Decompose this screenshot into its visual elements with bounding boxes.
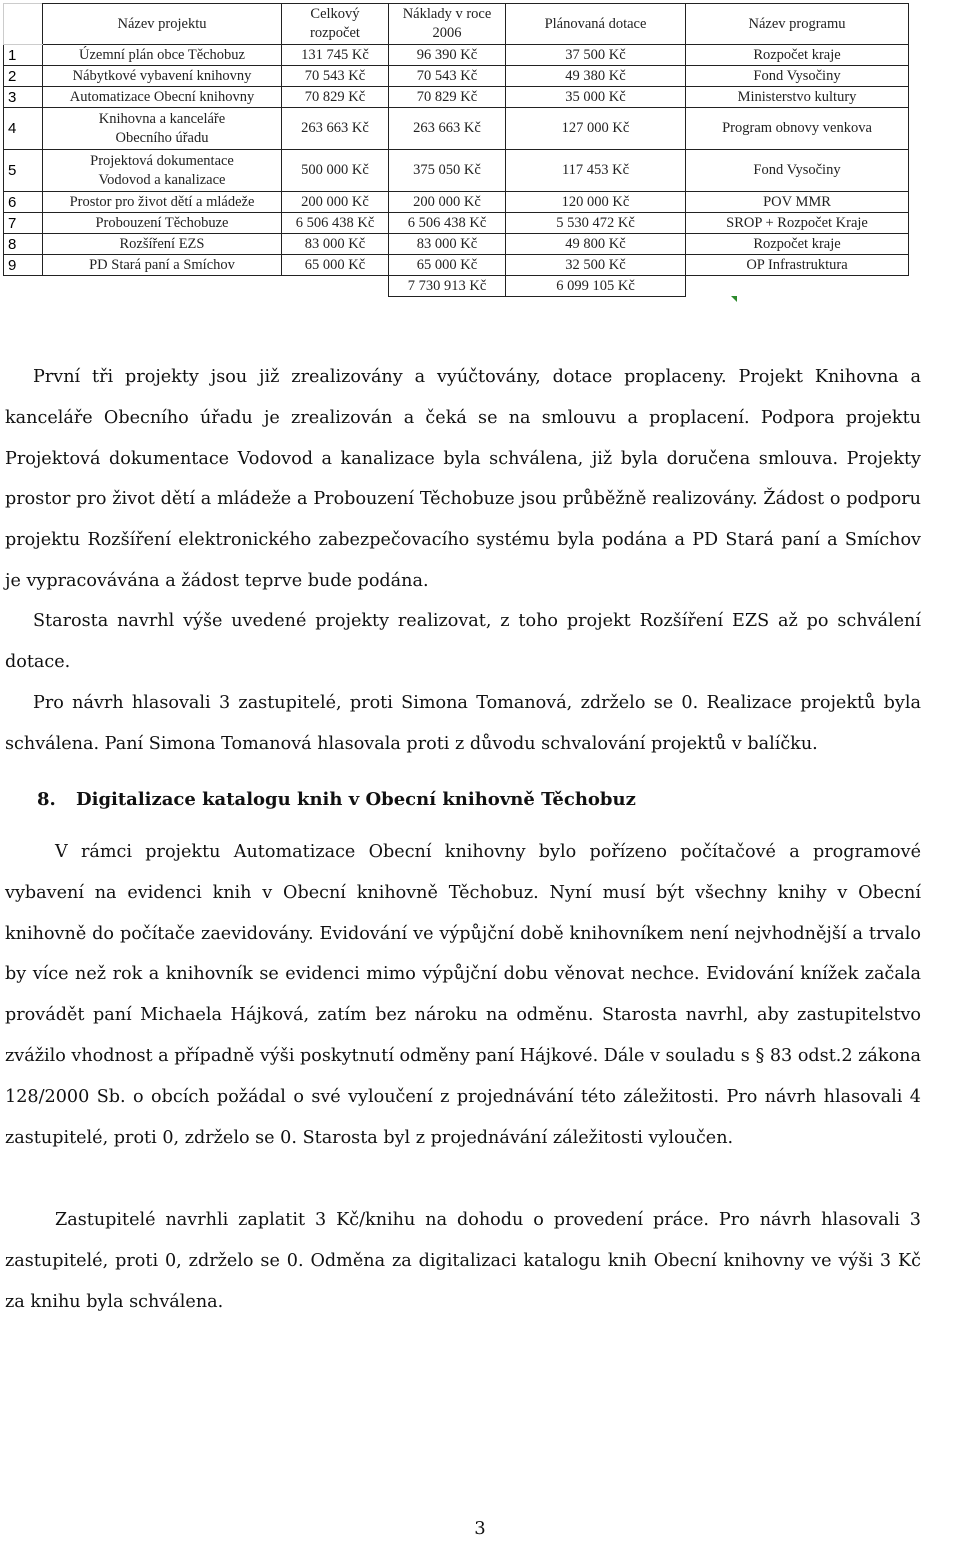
planned-grant: 49 380 Kč: [506, 66, 686, 87]
total-budget: 6 506 438 Kč: [282, 213, 389, 234]
row-number: 5: [4, 150, 43, 192]
total-budget: 131 745 Kč: [282, 45, 389, 66]
table-row: [4, 213, 909, 234]
total-planned-grant: 6 099 105 Kč: [506, 276, 686, 297]
project-name: Probouzení Těchobuze: [43, 213, 282, 234]
paragraph-payment: Zastupitelé navrhli zaplatit 3 Kč/knihu na dohodu o provedení práce. Pro návrh hlasovali 3 zastupitelé, proti 0, zdrželo se 0. Odměna za digitalizaci katalogu knih Obecní knihovny ve výši 3 Kč za knihu byla schválena.: [5, 1210, 921, 1312]
table-row: [4, 150, 909, 192]
program-name: Program obnovy venkova: [686, 108, 909, 150]
total-budget: 70 829 Kč: [282, 87, 389, 108]
total-budget: 263 663 Kč: [282, 108, 389, 150]
row-number: 9: [4, 255, 43, 276]
project-name: Prostor pro život dětí a mládeže: [43, 192, 282, 213]
projects-table: [3, 3, 909, 297]
planned-grant: 120 000 Kč: [506, 192, 686, 213]
cost-2006: 200 000 Kč: [389, 192, 506, 213]
totals-blank-cell: [686, 276, 909, 297]
total-budget: 200 000 Kč: [282, 192, 389, 213]
paragraph-digitalization: V rámci projektu Automatizace Obecní knihovny bylo pořízeno počítačové a programové vybavení na evidenci knih v Obecní knihovně Těchobuz. Nyní musí být všechny knihy v Obecní knihovně do počítače zaevidovány. Evidování ve výpůjční době knihovníkem není nejvhodnější a trvalo by více než rok a knihovník se evidenci mimo výpůjční dobu věnovat nechce. Evidování knížek začala provádět paní Michaela Hájková, zatím bez nároku na odměnu. Starosta navrhl, aby zastupitelstvo zvážilo vhodnost a případně výši poskytnutí odměny paní Hájkové. Dále v souladu s § 83 odst.2 zákona 128/2000 Sb. o obcích požádal o své vyloučení z projednávání této záležitosti. Pro návrh hlasovali 4 zastupitelé, proti 0, zdrželo se 0. Starosta byl z projednávání záležitosti vyloučen.: [5, 842, 921, 1148]
row-number: 8: [4, 234, 43, 255]
project-name: Územní plán obce Těchobuz: [43, 45, 282, 66]
cost-2006: 375 050 Kč: [389, 150, 506, 192]
cost-2006: 6 506 438 Kč: [389, 213, 506, 234]
cost-2006: 83 000 Kč: [389, 234, 506, 255]
program-name: Ministerstvo kultury: [686, 87, 909, 108]
planned-grant: 5 530 472 Kč: [506, 213, 686, 234]
cost-2006: 96 390 Kč: [389, 45, 506, 66]
project-name: Knihovna a kanceláře Obecního úřadu: [43, 108, 282, 150]
header-program-name: Název programu: [686, 4, 909, 45]
planned-grant: 117 453 Kč: [506, 150, 686, 192]
planned-grant: 37 500 Kč: [506, 45, 686, 66]
planned-grant: 49 800 Kč: [506, 234, 686, 255]
table-row: [4, 255, 909, 276]
row-number: 4: [4, 108, 43, 150]
page-number: 3: [474, 1518, 486, 1539]
total-cost-2006: 7 730 913 Kč: [389, 276, 506, 297]
section-heading: [37, 789, 636, 810]
cost-2006: 263 663 Kč: [389, 108, 506, 150]
program-name: OP Infrastruktura: [686, 255, 909, 276]
section-number: 8.: [37, 789, 56, 810]
planned-grant: 127 000 Kč: [506, 108, 686, 150]
table-row: [4, 108, 909, 150]
paragraph-vote: Pro návrh hlasovali 3 zastupitelé, proti Simona Tomanová, zdrželo se 0. Realizace projektů byla schválena. Paní Simona Tomanová hlasovala proti z důvodu schvalování projektů v balíčku.: [5, 693, 921, 754]
total-budget: 70 543 Kč: [282, 66, 389, 87]
header-project-name: Název projektu: [43, 4, 282, 45]
program-name: SROP + Rozpočet Kraje: [686, 213, 909, 234]
project-name: PD Stará paní a Smíchov: [43, 255, 282, 276]
totals-blank-cell: [43, 276, 282, 297]
cost-2006: 65 000 Kč: [389, 255, 506, 276]
program-name: Fond Vysočiny: [686, 150, 909, 192]
table-row: [4, 66, 909, 87]
program-name: Rozpočet kraje: [686, 234, 909, 255]
row-number: 3: [4, 87, 43, 108]
program-name: Fond Vysočiny: [686, 66, 909, 87]
cost-2006: 70 543 Kč: [389, 66, 506, 87]
row-number: 2: [4, 66, 43, 87]
cost-2006: 70 829 Kč: [389, 87, 506, 108]
program-name: POV MMR: [686, 192, 909, 213]
table-row: [4, 87, 909, 108]
totals-blank-cell: [282, 276, 389, 297]
header-cost-2006: Náklady v roce 2006: [389, 4, 506, 45]
paragraph-proposal: Starosta navrhl výše uvedené projekty realizovat, z toho projekt Rozšíření EZS až po schválení dotace.: [5, 611, 921, 672]
table-header-row: [4, 4, 909, 45]
paragraph-project-status: První tři projekty jsou již zrealizovány a vyúčtovány, dotace proplaceny. Projekt Knihovna a kanceláře Obecního úřadu je zrealizován a čeká se na smlouvu a proplacení. Podpora projektu Projektová dokumentace Vodovod a kanalizace byla schválena, již byla doručena smlouva. Projekty prostor pro život dětí a mládeže a Probouzení Těchobuze jsou průběžně realizovány. Žádost o podporu projektu Rozšíření elektronického zabezpečovacího systému byla podána a PD Stará paní a Smíchov je vypracovávána a žádost teprve bude podána.: [5, 367, 921, 591]
row-number: 1: [4, 45, 43, 66]
totals-blank-cell: [4, 276, 43, 297]
project-name: Projektová dokumentace Vodovod a kanalizace: [43, 150, 282, 192]
project-name: Nábytkové vybavení knihovny: [43, 66, 282, 87]
total-budget: 500 000 Kč: [282, 150, 389, 192]
section-title: Digitalizace katalogu knih v Obecní knihovně Těchobuz: [76, 789, 636, 810]
total-budget: 65 000 Kč: [282, 255, 389, 276]
total-budget: 83 000 Kč: [282, 234, 389, 255]
project-name: Rozšíření EZS: [43, 234, 282, 255]
planned-grant: 35 000 Kč: [506, 87, 686, 108]
row-number: 7: [4, 213, 43, 234]
table-row: [4, 45, 909, 66]
table-row: [4, 192, 909, 213]
project-name: Automatizace Obecní knihovny: [43, 87, 282, 108]
table-row: [4, 234, 909, 255]
planned-grant: 32 500 Kč: [506, 255, 686, 276]
row-number: 6: [4, 192, 43, 213]
cell-marker-icon: [731, 296, 737, 302]
header-planned-grant: Plánovaná dotace: [506, 4, 686, 45]
header-corner-cell: [4, 4, 43, 45]
program-name: Rozpočet kraje: [686, 45, 909, 66]
table-totals-row: [4, 276, 909, 297]
header-total-budget: Celkový rozpočet: [282, 4, 389, 45]
